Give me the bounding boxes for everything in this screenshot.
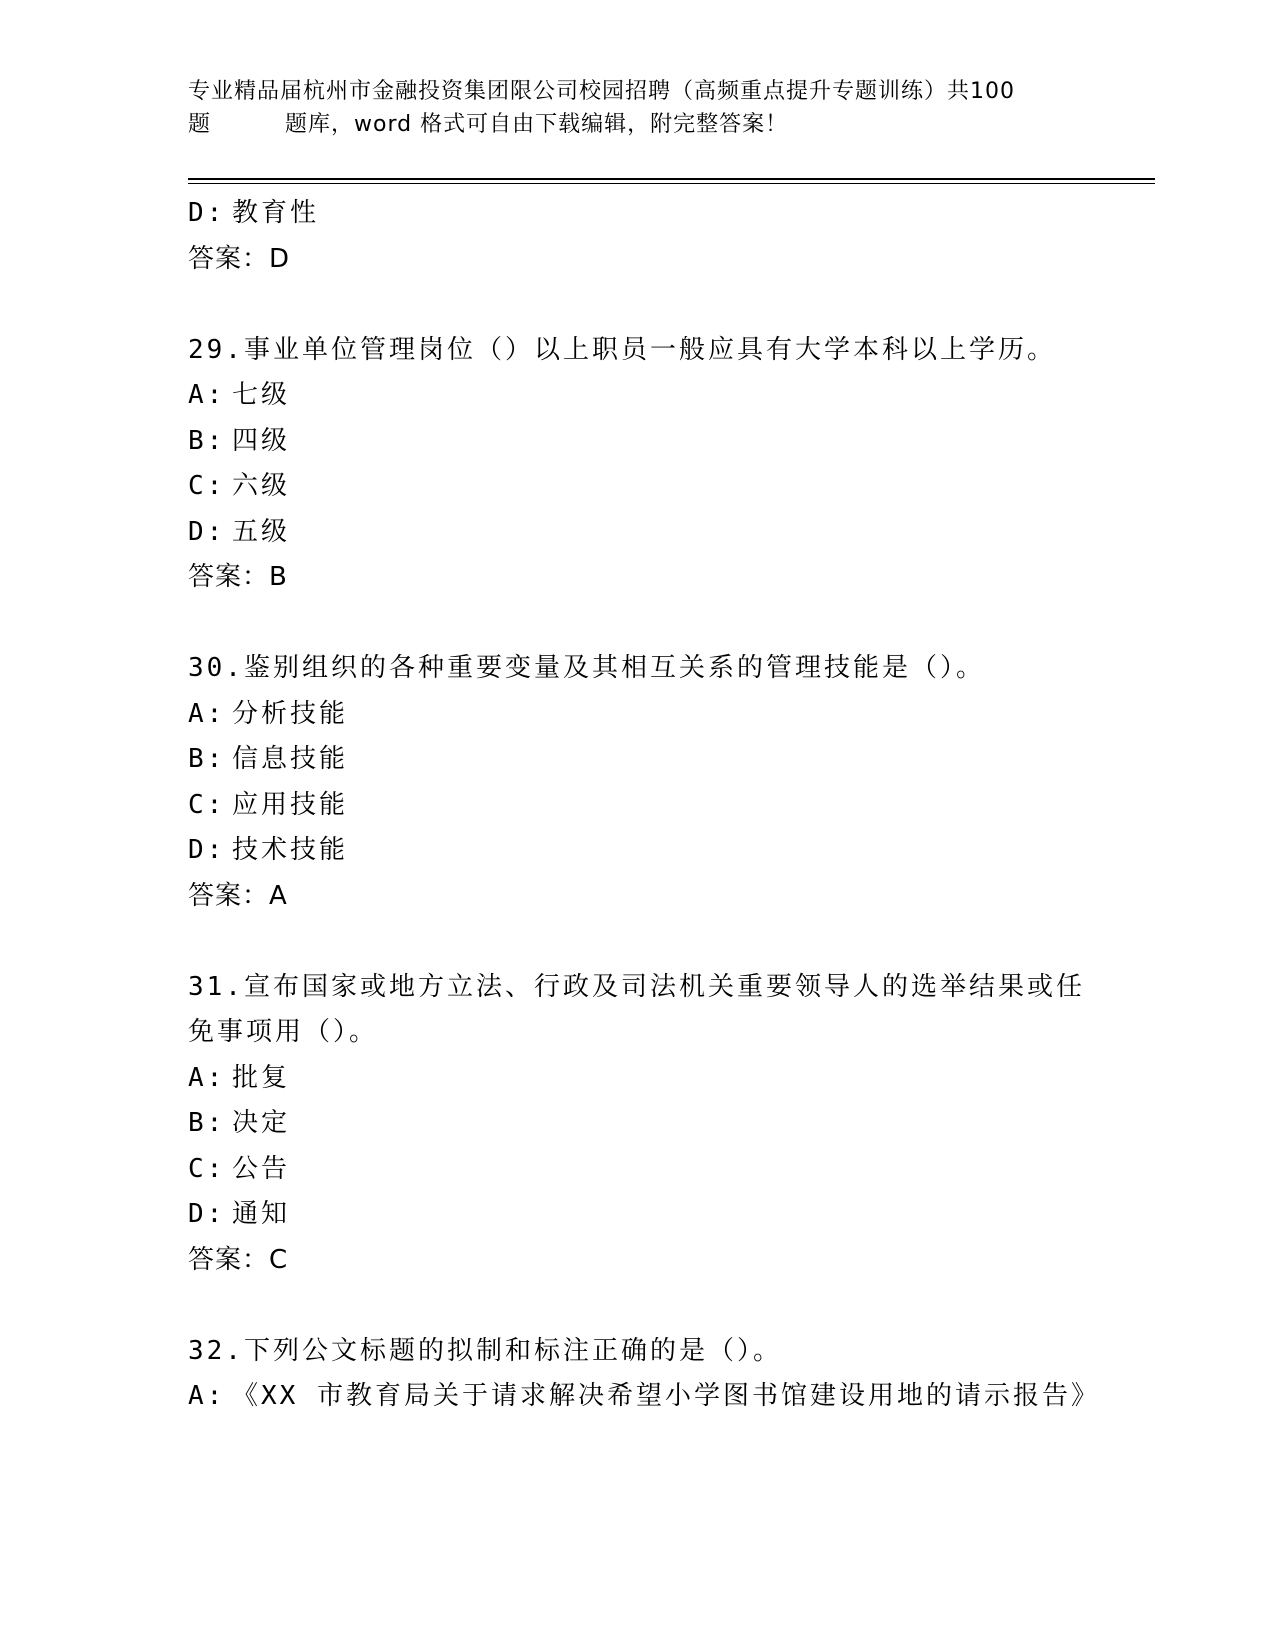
option-text: 《XX 市教育局关于请求解决希望小学图书馆建设用地的请示报告》 [232,1381,1100,1411]
option-label: A: [188,698,226,729]
question-31-text-line-2: 免事项用（）。 [188,1017,379,1047]
question-29-answer: 答案：B [188,562,288,592]
option-text: 五级 [232,516,291,547]
option-text: 公告 [232,1153,291,1184]
header-title-line-1: 专业精品届杭州市金融投资集团限公司校园招聘（高频重点提升专题训练）共100 [188,79,1015,104]
option-label: C: [188,789,226,820]
question-31-option-d [188,1192,1088,1238]
question-30-option-b [188,737,1088,783]
spacer [188,1283,1088,1329]
question-29-option-a [188,373,1088,419]
question-31-option-b [188,1101,1088,1147]
option-text: 教育性 [232,198,320,228]
option-label: B: [188,1108,226,1138]
option-label: C: [188,471,226,501]
question-31-answer: 答案：C [188,1244,289,1275]
option-label: A: [188,380,226,410]
header-divider-thin [188,183,1155,184]
header-divider-thick [188,178,1155,180]
spacer [188,282,1088,328]
question-30-option-a [188,692,1088,738]
option-text: 信息技能 [232,744,349,774]
question-30-answer: 答案：A [188,880,288,911]
question-29-text: 29.事业单位管理岗位（）以上职员一般应具有大学本科以上学历。 [188,334,1056,365]
question-29-option-d [188,510,1088,556]
question-30-text: 30.鉴别组织的各种重要变量及其相互关系的管理技能是（）。 [188,653,985,683]
option-label: D: [188,516,226,547]
question-31-option-a [188,1056,1088,1102]
page-header [188,75,1088,141]
question-31-option-c [188,1147,1088,1193]
answer-prev: 答案：D [188,243,291,274]
question-list [188,191,1100,1420]
question-32-option-a [188,1374,1100,1420]
option-text: 四级 [232,425,291,456]
option-label: D: [188,198,226,228]
option-text: 七级 [232,380,291,410]
option-text: 六级 [232,471,291,501]
spacer [188,601,1088,647]
option-label: A: [188,1062,226,1093]
option-text: 决定 [232,1108,291,1138]
option-label: B: [188,425,226,456]
option-text: 技术技能 [232,835,349,865]
option-label: A: [188,1381,226,1411]
option-text: 分析技能 [232,698,349,729]
question-29-option-b [188,419,1088,465]
option-text: 应用技能 [232,789,349,820]
question-31-text-line-1: 31.宣布国家或地方立法、行政及司法机关重要领导人的选举结果或任 [188,971,1085,1002]
option-label: B: [188,744,226,774]
question-30-option-d [188,828,1088,874]
question-30-option-c [188,783,1088,829]
question-29-option-c [188,464,1088,510]
option-text: 通知 [232,1199,291,1229]
option-label: D: [188,835,226,865]
option-text: 批复 [232,1062,291,1093]
option-label: D: [188,1199,226,1229]
spacer [188,919,1088,965]
header-title-line-2-left: 题 [188,112,212,137]
header-title-line-2 [188,108,1088,141]
question-32-text: 32.下列公文标题的拟制和标注正确的是（）。 [188,1335,782,1366]
header-title-line-2-right: 题库，word 格式可自由下载编辑，附完整答案！ [285,112,789,137]
option-label: C: [188,1153,226,1184]
option-d-prev [188,191,1088,237]
